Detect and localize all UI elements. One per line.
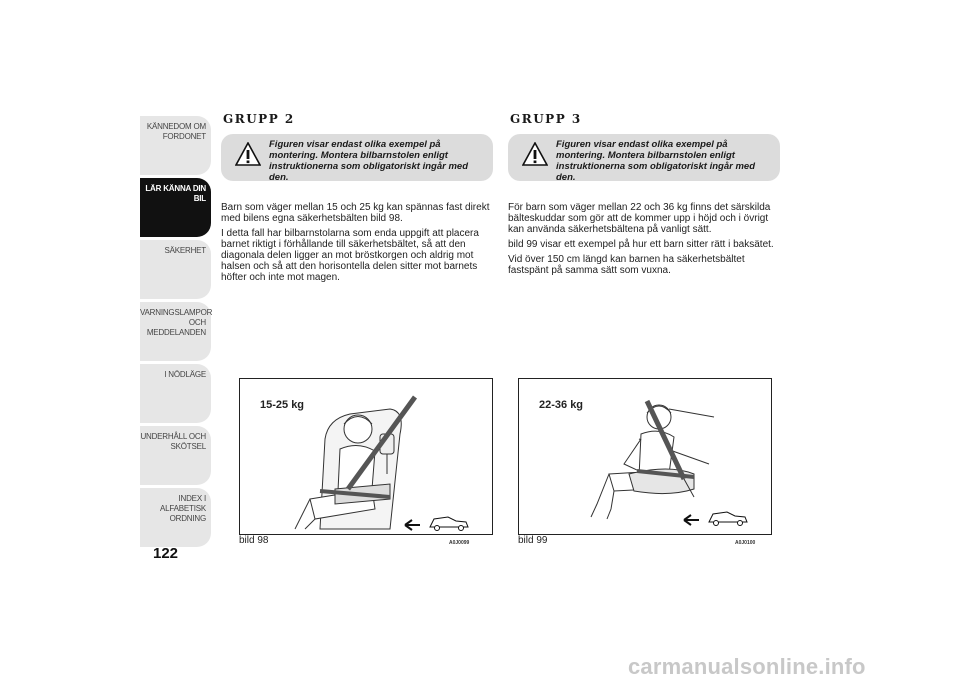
tab-lar-kanna-din-bil[interactable] — [140, 178, 211, 237]
warning-text: Figuren visar endast olika exempel på montering. Montera bilbarnstolen enligt instruktionerna som obligatoriskt ingår med den. — [556, 139, 756, 183]
section-heading: GRUPP 2 — [223, 112, 295, 126]
tab-kannedom-om-fordonet[interactable] — [140, 116, 211, 175]
car-direction-icon — [684, 512, 747, 526]
tab-label: LÄR KÄNNA DIN BIL — [145, 184, 206, 203]
figure-weight-label: 15-25 kg — [260, 399, 305, 411]
figure-code: A0J0100 — [735, 540, 756, 546]
paragraph: Vid över 150 cm längd kan barnen ha säkerhetsbältet fastspänt på samma sätt som vuxna. — [508, 254, 745, 276]
page-number: 122 — [153, 545, 179, 562]
figure-child-seat-group-2 — [239, 378, 493, 535]
warning-triangle-icon — [522, 142, 548, 166]
paragraph: I detta fall har bilbarnstolarna som enda uppgift att placera barnet riktigt i förhållande till säkerhetsbältet, så att den diagonala delen ligger an mot bröstkorgen och aldrig mot halsen och så att den horisontella delen sitter mot barnets höfter och inte mot magen. — [221, 228, 479, 283]
body-text — [221, 202, 493, 283]
warning-box — [508, 134, 780, 181]
body-text — [508, 202, 780, 276]
figure-caption: bild 99 — [518, 535, 548, 546]
figure-caption: bild 98 — [239, 535, 269, 546]
tab-label: VARNINGSLAMPOR OCH MEDDELANDEN — [140, 308, 213, 337]
paragraph: För barn som väger mellan 22 och 36 kg finns det särskilda bälteskuddar som gör att de kommer upp i höjd och i övrigt kan använda säkerhetsbältena på vanligt sätt. — [508, 202, 771, 235]
tab-varningslampor[interactable] — [140, 302, 211, 361]
figure-weight-label: 22-36 kg — [539, 399, 584, 411]
tab-sakerhet[interactable] — [140, 240, 211, 299]
warning-triangle-icon — [235, 142, 261, 166]
tab-label: INDEX I ALFABETISK ORDNING — [159, 494, 206, 523]
tab-index[interactable] — [140, 488, 211, 547]
warning-text: Figuren visar endast olika exempel på montering. Montera bilbarnstolen enligt instruktionerna som obligatoriskt ingår med den. — [269, 139, 469, 183]
tab-underhall-och-skotsel[interactable] — [140, 426, 211, 485]
paragraph: Barn som väger mellan 15 och 25 kg kan spännas fast direkt med bilens egna säkerhetsbälten bild 98. — [221, 202, 490, 224]
tab-label: SÄKERHET — [164, 246, 206, 255]
warning-box — [221, 134, 493, 181]
paragraph: bild 99 visar ett exempel på hur ett barn sitter rätt i baksätet. — [508, 239, 774, 250]
watermark: carmanualsonline.info — [628, 654, 866, 679]
tab-label: KÄNNEDOM OM FORDONET — [146, 122, 206, 141]
figure-child-seat-group-3 — [518, 378, 772, 535]
column-grupp-3 — [508, 112, 780, 280]
car-direction-icon — [405, 517, 468, 531]
column-grupp-2 — [221, 112, 493, 287]
tab-i-nodlage[interactable] — [140, 364, 211, 423]
tab-label: I NÖDLÄGE — [164, 370, 206, 379]
figure-code: A0J0099 — [449, 540, 470, 546]
tab-label: UNDERHÅLL OCH SKÖTSEL — [140, 432, 206, 451]
section-heading: GRUPP 3 — [510, 112, 582, 126]
